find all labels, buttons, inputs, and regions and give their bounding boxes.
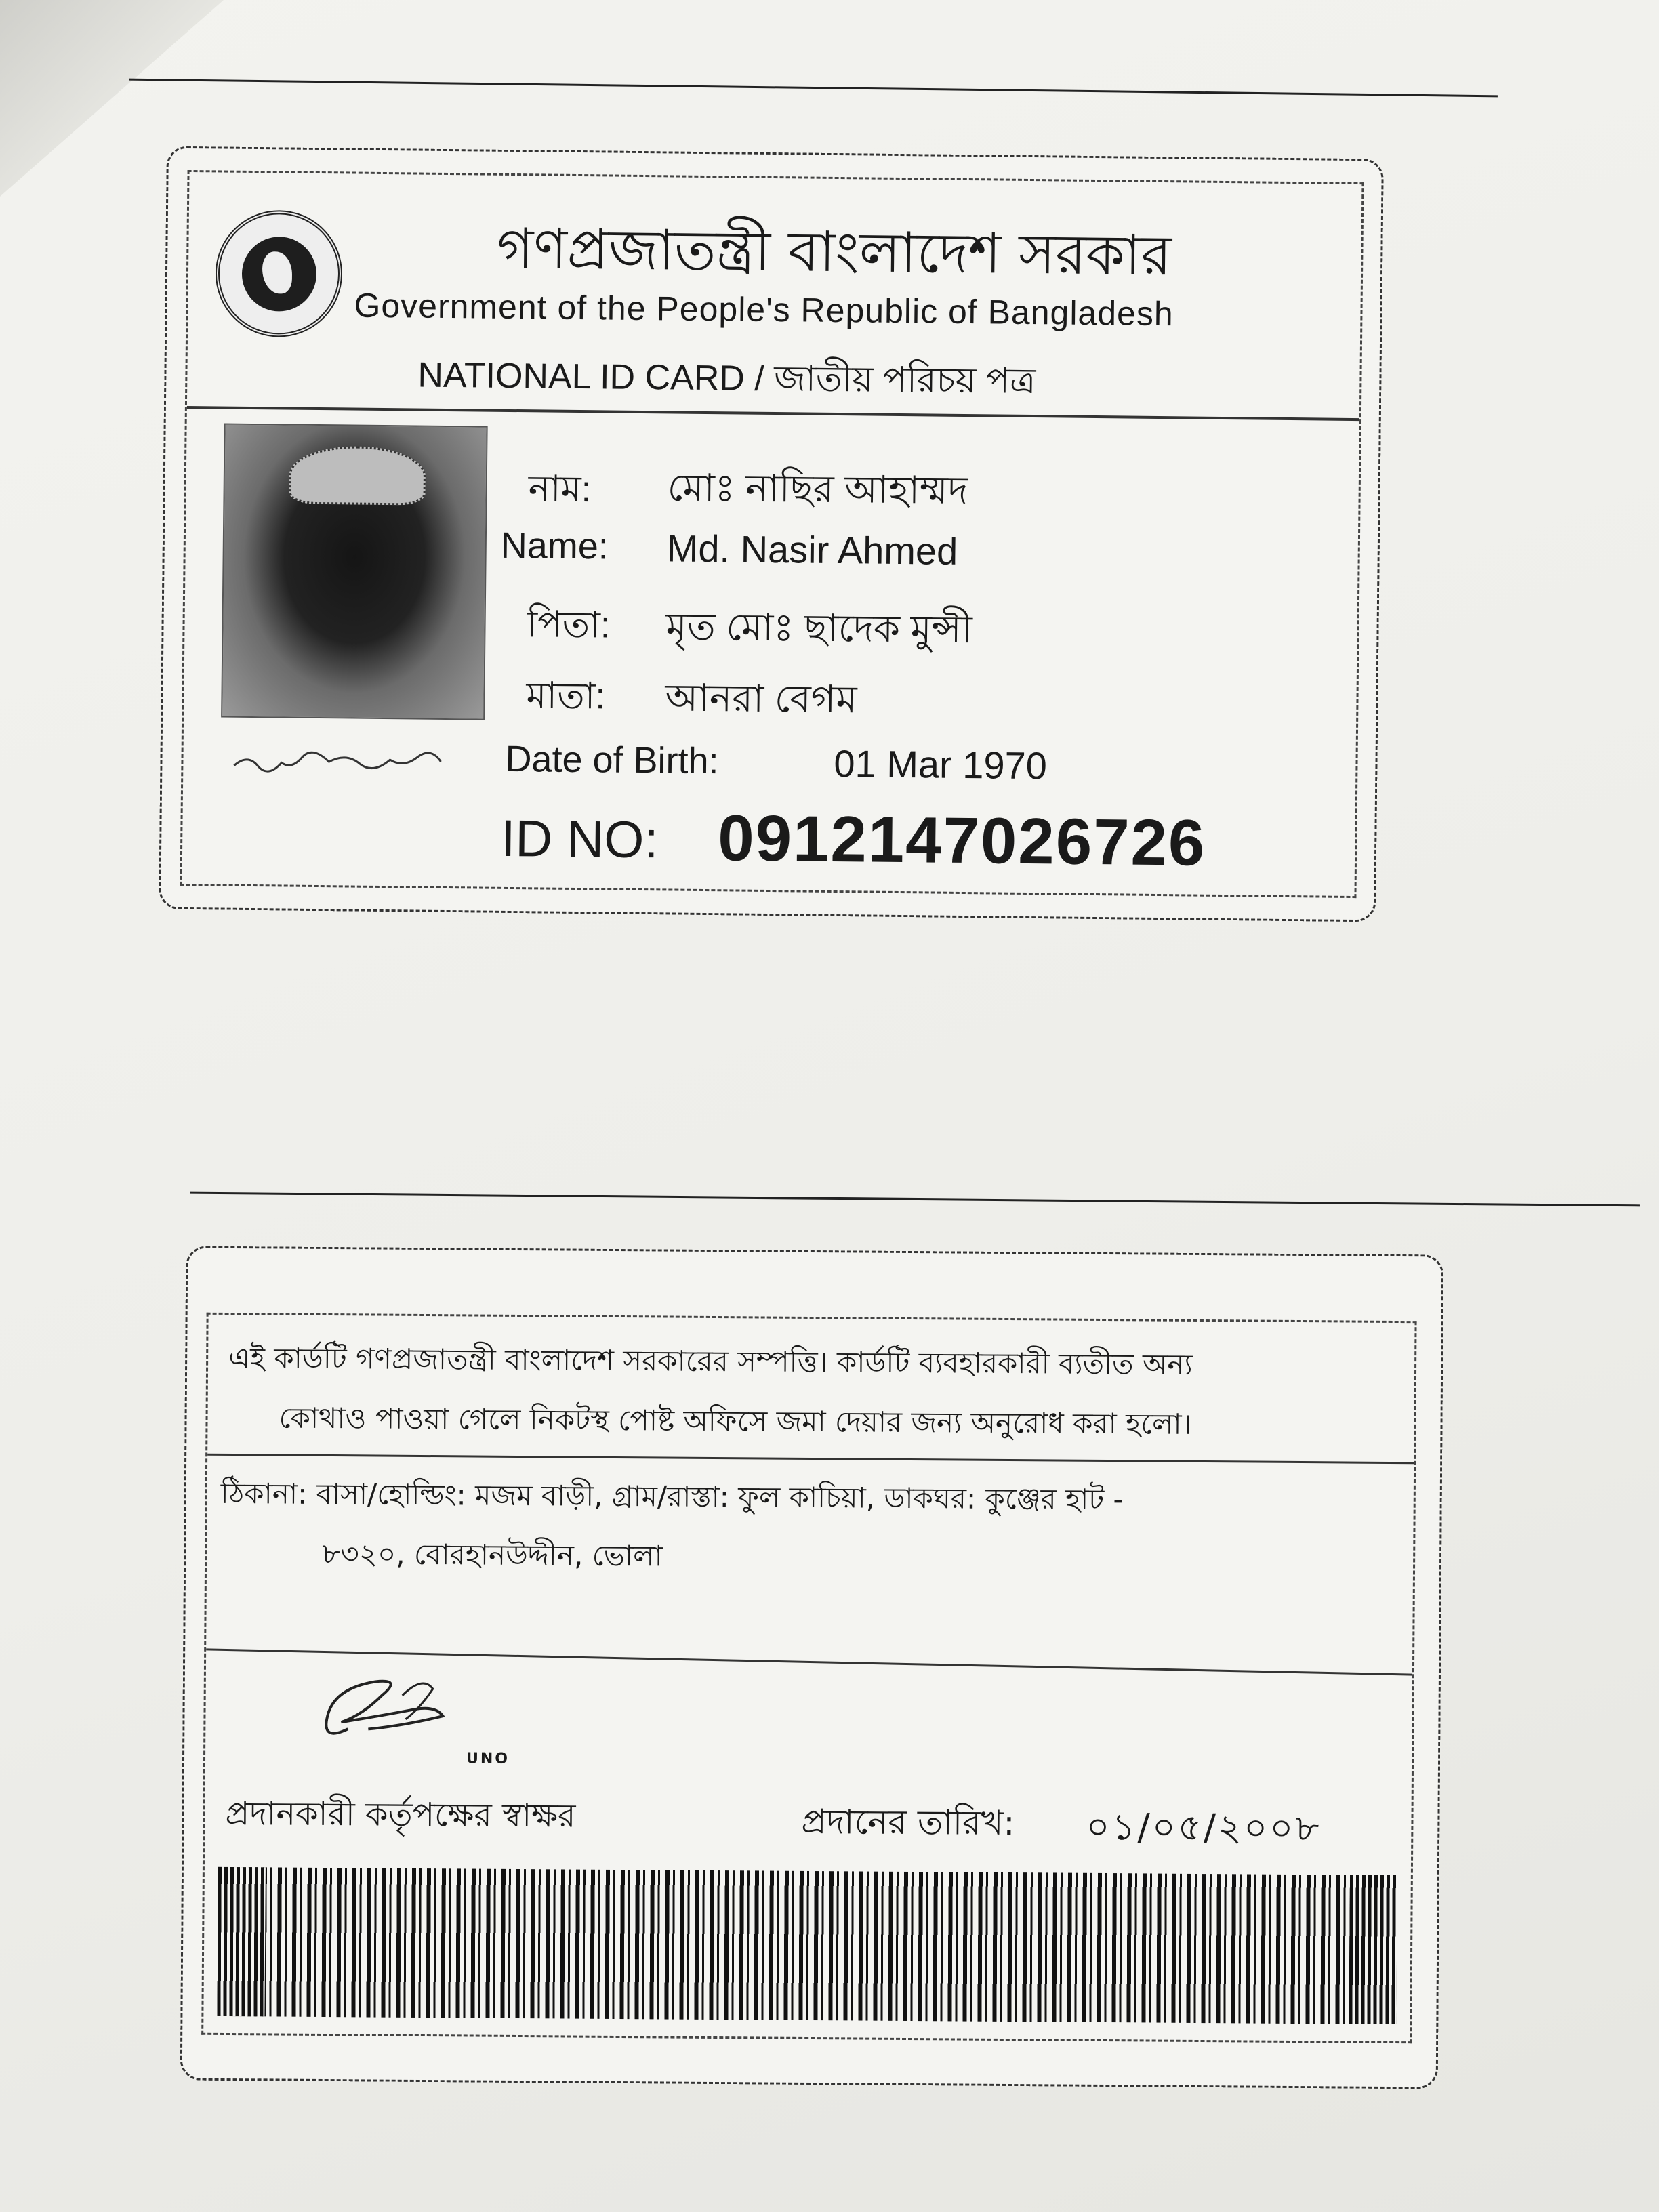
back-frame [201,1313,1416,2043]
authority-signature [307,1668,511,1757]
barcode-start-pattern [217,1867,266,2016]
holder-signature [230,749,447,778]
mother-value: আনরা বেগম [665,676,857,721]
authority-signature-label: প্রদানকারী কর্তৃপক্ষের স্বাক্ষর [225,1794,576,1835]
name-bangla-value: মোঃ নাছির আহাম্মদ [667,466,968,512]
middle-cut-line [190,1192,1640,1207]
dob-value: 01 Mar 1970 [834,741,1048,787]
name-english-label: Name: [500,525,609,567]
holder-photo [221,424,488,720]
address-block [220,1464,1400,1591]
dob-label: Date of Birth: [505,738,719,782]
pdf417-barcode [217,1867,1397,2024]
top-cut-line [129,79,1498,98]
uno-stamp: UNO [466,1750,510,1767]
notice-line-2: কোথাও পাওয়া গেলে নিকটস্থ পোষ্ট অফিসে জমা দেয়ার জন্য অনুরোধ করা হলো। [279,1401,1192,1441]
government-seal-icon [215,209,343,337]
property-notice [228,1328,1394,1456]
notice-line-1: এই কার্ডটি গণপ্রজাতন্ত্রী বাংলাদেশ সরকারের সম্পত্তি। কার্ডটি ব্যবহারকারী ব্যতীত অন্য [228,1340,1193,1381]
id-number-value: 0912147026726 [717,802,1206,880]
name-english-value: Md. Nasir Ahmed [666,527,958,573]
front-frame [180,170,1364,898]
father-label: পিতা: [527,604,611,646]
card-type-title: NATIONAL ID CARD / জাতীয় পরিচয় পত্র [417,355,1036,402]
address-line-2: ৮৩২০, বোরহানউদ্দীন, ভোলা [321,1536,663,1573]
header-bangla: গণপ্রজাতন্ত্রী বাংলাদেশ সরকার [496,216,1172,289]
header-english: Government of the People's Republic of Bangladesh [354,286,1174,333]
father-value: মৃত মোঃ ছাদেক মুন্সী [665,605,973,651]
address-line-1: ঠিকানা: বাসা/হোল্ডিং: মজম বাড়ী, গ্রাম/রাস্তা: ফুল কাচিয়া, ডাকঘর: কুঞ্জের হাট - [220,1476,1124,1517]
name-bangla-label: নাম: [528,468,592,510]
id-number-label: ID NO: [500,809,659,869]
barcode-stop-pattern [1349,1875,1397,2024]
notice-divider [207,1454,1414,1464]
photo-cap [289,446,426,506]
id-card-back [180,1246,1444,2089]
id-card-front [159,146,1384,922]
issue-date-value: ০১/০৫/২০০৮ [1086,1805,1322,1850]
issue-date-label: প্রদানের তারিখ: [801,1801,1015,1843]
mother-label: মাতা: [526,675,606,717]
